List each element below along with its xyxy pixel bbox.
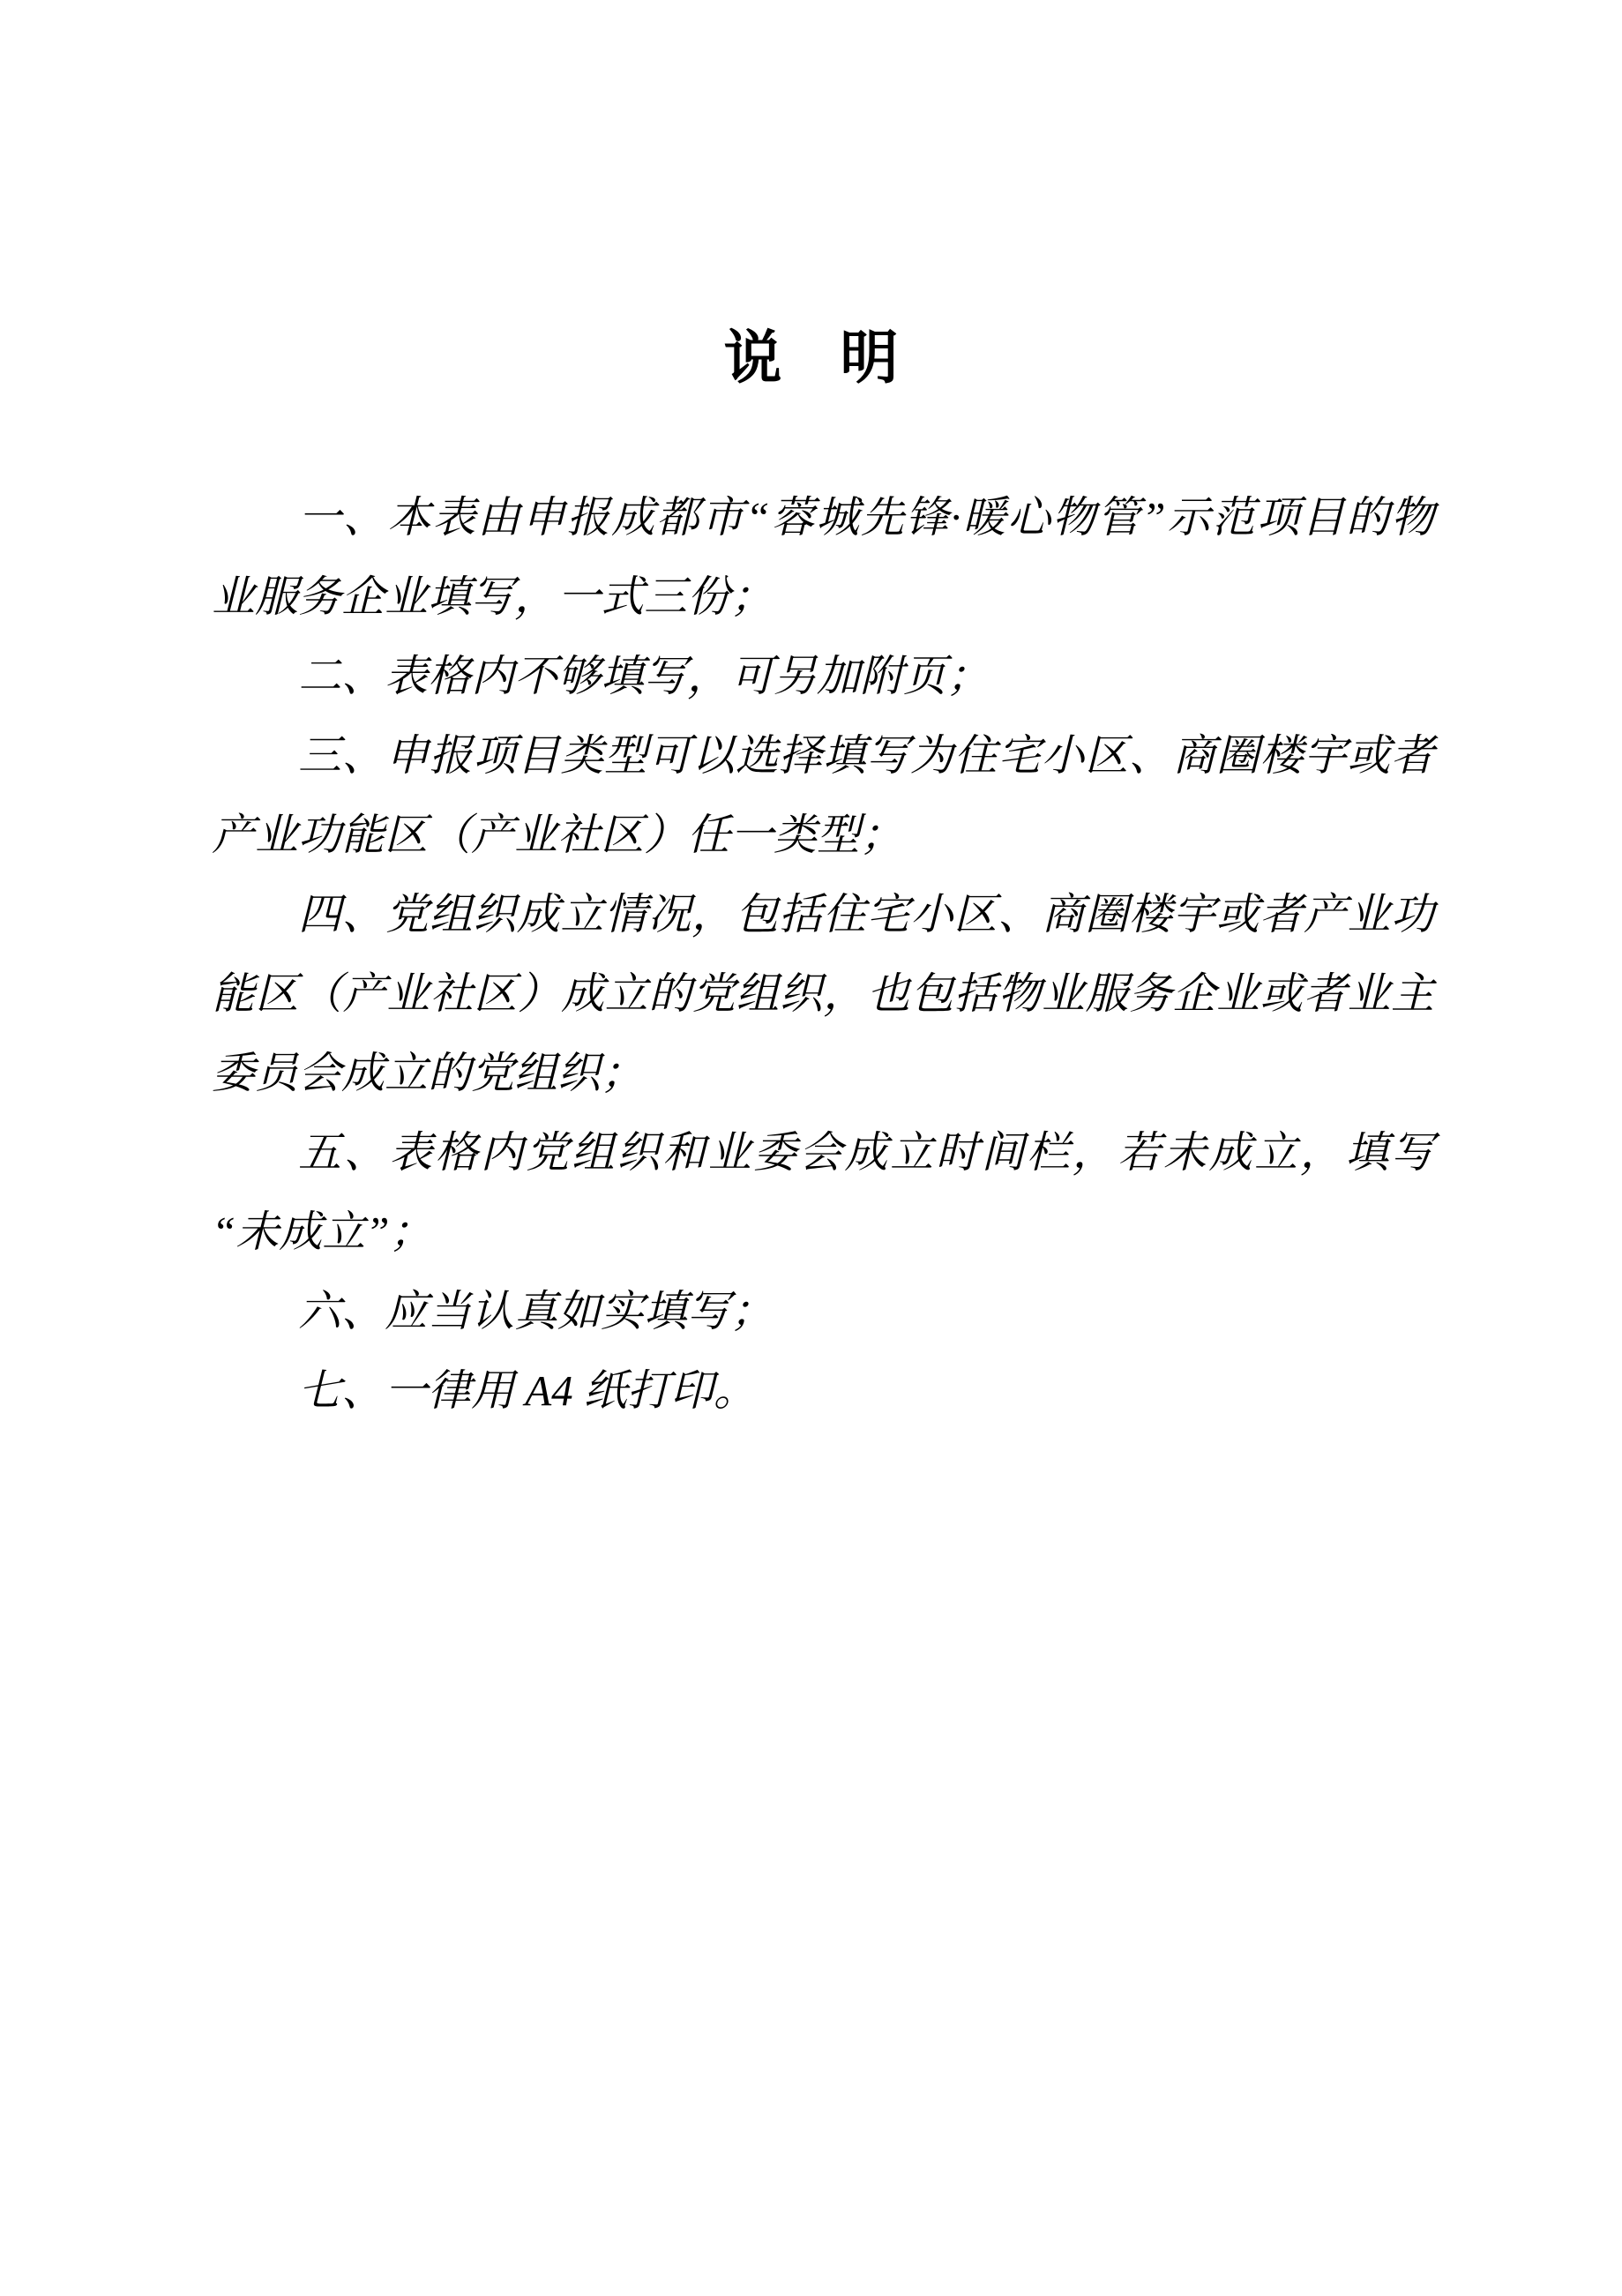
instruction-item-5: 五、表格内党组织和业委会成立时间栏，若未成立，填写“未成立”； [212,1128,1434,1256]
instruction-item-4: 四、党组织成立情况，包括住宅小区、商圈楼宇或者产业功能区（产业社区）成立的党组织，也包括物业服务企业或者业主委员会成立的党组织； [212,890,1434,1097]
instruction-item-7: 七、一律用 A4 纸打印。 [298,1366,757,1415]
document-title: 说 明 [723,326,899,391]
instruction-item-2: 二、表格内不够填写，可另加附页； [298,652,990,700]
instruction-item-1: 一、本表由申报成都市“蓉城先锋·暖心物管”示范项目的物业服务企业填写，一式三份； [212,493,1434,621]
instructions-list [212,478,1434,1431]
instruction-item-3: 三、申报项目类型可以选择填写为住宅小区、商圈楼宇或者产业功能区（产业社区）任一类型； [212,731,1434,859]
instruction-item-6: 六、应当认真如实填写； [298,1287,774,1335]
